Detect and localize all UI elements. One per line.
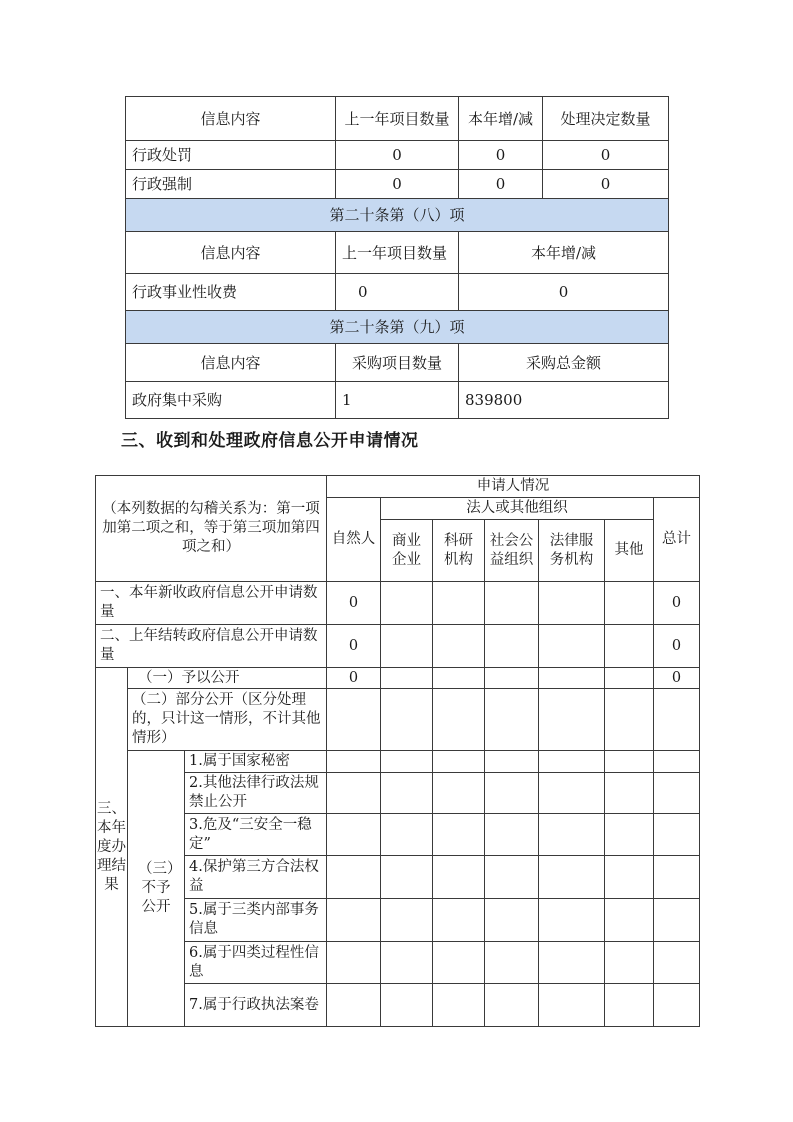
empty-cell (433, 625, 485, 668)
empty-cell (605, 899, 654, 942)
empty-cell (654, 984, 700, 1027)
empty-cell (605, 773, 654, 814)
row2-natural: 0 (327, 625, 381, 668)
empty-cell (327, 942, 381, 984)
empty-cell (539, 582, 605, 625)
row-label: 行政处罚 (126, 141, 336, 170)
empty-cell (433, 668, 485, 689)
empty-cell (485, 668, 539, 689)
refusal-reason: 6.属于四类过程性信息 (185, 942, 327, 984)
s8-row-prev: 0 (336, 274, 459, 311)
s8-header-prev: 上一年项目数量 (336, 232, 459, 274)
empty-cell (605, 689, 654, 751)
empty-cell (433, 942, 485, 984)
legal-org-header: 法人或其他组织 (381, 498, 654, 520)
refusal-reason: 3.危及“三安全一稳定” (185, 814, 327, 856)
empty-cell (433, 751, 485, 773)
section3-label: 三、本年度办理结果 (96, 668, 128, 1027)
empty-cell (433, 814, 485, 856)
row2-total: 0 (654, 625, 700, 668)
s9-row-label: 政府集中采购 (126, 382, 336, 419)
empty-cell (485, 899, 539, 942)
empty-cell (605, 668, 654, 689)
header-prev-count: 上一年项目数量 (336, 97, 459, 141)
empty-cell (539, 814, 605, 856)
org-type-header: 社会公益组织 (485, 520, 539, 582)
row-decisions: 0 (543, 141, 669, 170)
empty-cell (381, 773, 433, 814)
empty-cell (605, 942, 654, 984)
empty-cell (381, 582, 433, 625)
empty-cell (381, 751, 433, 773)
org-type-header: 科研机构 (433, 520, 485, 582)
empty-cell (327, 814, 381, 856)
empty-cell (539, 899, 605, 942)
empty-cell (327, 856, 381, 899)
empty-cell (433, 773, 485, 814)
empty-cell (381, 625, 433, 668)
empty-cell (381, 856, 433, 899)
disclosure-stats-table (125, 96, 669, 419)
s9-row-count: 1 (336, 382, 459, 419)
empty-cell (605, 856, 654, 899)
org-type-header: 商业企业 (381, 520, 433, 582)
header-info: 信息内容 (126, 97, 336, 141)
s9-header-count: 采购项目数量 (336, 344, 459, 382)
empty-cell (433, 899, 485, 942)
empty-cell (381, 899, 433, 942)
s8-row-label: 行政事业性收费 (126, 274, 336, 311)
refusal-reason: 1.属于国家秘密 (185, 751, 327, 773)
empty-cell (381, 942, 433, 984)
empty-cell (539, 689, 605, 751)
empty-cell (654, 773, 700, 814)
empty-cell (381, 984, 433, 1027)
empty-cell (605, 814, 654, 856)
s8-header-change: 本年增/减 (459, 232, 669, 274)
empty-cell (485, 856, 539, 899)
empty-cell (433, 856, 485, 899)
relation-note: （本列数据的勾稽关系为：第一项加第二项之和，等于第三项加第四项之和） (96, 476, 327, 582)
r3-1-natural: 0 (327, 668, 381, 689)
application-table (95, 475, 700, 1027)
r3-1-label: （一）予以公开 (128, 668, 327, 689)
empty-cell (539, 668, 605, 689)
r3-2-label: （二）部分公开（区分处理的，只计这一情形，不计其他情形） (128, 689, 327, 751)
empty-cell (605, 582, 654, 625)
empty-cell (381, 814, 433, 856)
empty-cell (433, 582, 485, 625)
row-label: 行政强制 (126, 170, 336, 199)
empty-cell (485, 814, 539, 856)
empty-cell (539, 984, 605, 1027)
s9-header-total: 采购总金额 (459, 344, 669, 382)
empty-cell (433, 984, 485, 1027)
row1-label: 一、本年新收政府信息公开申请数量 (96, 582, 327, 625)
refusal-reason: 4.保护第三方合法权益 (185, 856, 327, 899)
empty-cell (654, 689, 700, 751)
empty-cell (433, 689, 485, 751)
empty-cell (539, 942, 605, 984)
empty-cell (485, 582, 539, 625)
empty-cell (327, 773, 381, 814)
row-decisions: 0 (543, 170, 669, 199)
total-header: 总计 (654, 498, 700, 582)
empty-cell (605, 625, 654, 668)
empty-cell (654, 751, 700, 773)
empty-cell (539, 625, 605, 668)
row-prev: 0 (336, 141, 459, 170)
org-type-header: 法律服务机构 (539, 520, 605, 582)
s8-row-change: 0 (459, 274, 669, 311)
empty-cell (654, 899, 700, 942)
row-change: 0 (459, 141, 543, 170)
empty-cell (485, 625, 539, 668)
s8-header-info: 信息内容 (126, 232, 336, 274)
refusal-reason: 2.其他法律行政法规禁止公开 (185, 773, 327, 814)
r3-3-label: （三）不予公开 (128, 751, 185, 1027)
refusal-reason: 7.属于行政执法案卷 (185, 984, 327, 1027)
row1-total: 0 (654, 582, 700, 625)
section-heading-8: 第二十条第（八）项 (126, 199, 669, 232)
empty-cell (654, 942, 700, 984)
section-heading-9: 第二十条第（九）项 (126, 311, 669, 344)
empty-cell (485, 689, 539, 751)
empty-cell (327, 984, 381, 1027)
empty-cell (327, 899, 381, 942)
empty-cell (485, 984, 539, 1027)
empty-cell (605, 751, 654, 773)
empty-cell (654, 856, 700, 899)
empty-cell (539, 751, 605, 773)
row-prev: 0 (336, 170, 459, 199)
refusal-reason: 5.属于三类内部事务信息 (185, 899, 327, 942)
r3-1-total: 0 (654, 668, 700, 689)
row2-label: 二、上年结转政府信息公开申请数量 (96, 625, 327, 668)
empty-cell (654, 814, 700, 856)
empty-cell (327, 689, 381, 751)
section-title: 三、收到和处理政府信息公开申请情况 (121, 431, 419, 451)
s9-header-info: 信息内容 (126, 344, 336, 382)
natural-person-header: 自然人 (327, 498, 381, 582)
empty-cell (485, 773, 539, 814)
empty-cell (381, 689, 433, 751)
s9-row-total: 839800 (459, 382, 669, 419)
empty-cell (539, 856, 605, 899)
header-change: 本年增/减 (459, 97, 543, 141)
empty-cell (485, 942, 539, 984)
empty-cell (485, 751, 539, 773)
header-decision-count: 处理决定数量 (543, 97, 669, 141)
org-type-header: 其他 (605, 520, 654, 582)
empty-cell (381, 668, 433, 689)
empty-cell (327, 751, 381, 773)
applicant-header: 申请人情况 (327, 476, 700, 498)
row1-natural: 0 (327, 582, 381, 625)
empty-cell (539, 773, 605, 814)
row-change: 0 (459, 170, 543, 199)
empty-cell (605, 984, 654, 1027)
